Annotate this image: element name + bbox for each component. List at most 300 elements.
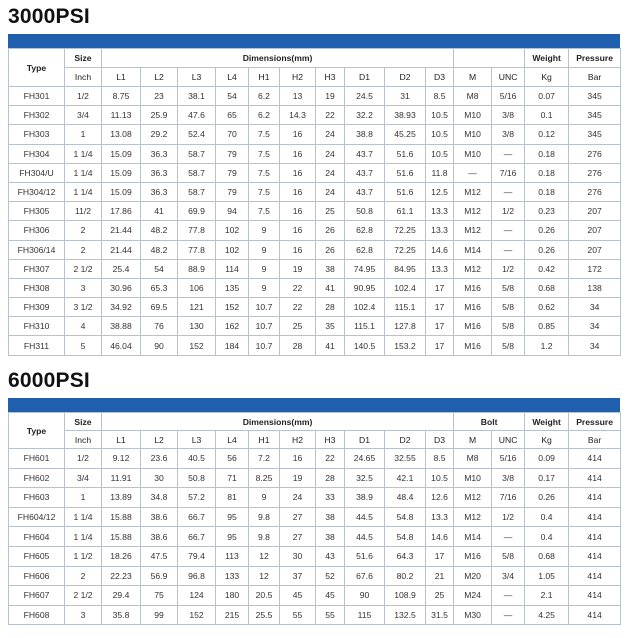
table-cell: FH303 [9, 125, 65, 144]
table-cell: — [492, 527, 525, 547]
table-cell: 95 [216, 527, 249, 547]
table-cell: 414 [569, 586, 621, 606]
table-cell: FH306/14 [9, 240, 65, 259]
table-cell: 9.8 [249, 527, 280, 547]
table-cell: 52 [316, 566, 345, 586]
table-cell: 16 [280, 182, 316, 201]
col-header-weight-unit: Kg [525, 68, 569, 87]
table-cell: 108.9 [385, 586, 426, 606]
col-header-h1: H1 [249, 68, 280, 87]
table-row [9, 586, 621, 606]
col-header-type: Type [9, 49, 65, 87]
table-cell: 115.1 [385, 298, 426, 317]
table-cell: 7/16 [492, 163, 525, 182]
table-cell: 15.09 [102, 182, 141, 201]
table-cell: 62.8 [345, 240, 385, 259]
table-cell: 9 [249, 278, 280, 297]
table-cell: 48.2 [141, 221, 178, 240]
table-cell: 11.8 [426, 163, 454, 182]
table-cell: 12.6 [426, 488, 454, 508]
table-cell: 26 [316, 221, 345, 240]
table-cell: 2.1 [525, 586, 569, 606]
table-cell: 74.95 [345, 259, 385, 278]
table-cell: 10.5 [426, 125, 454, 144]
col-header-d1: D1 [345, 68, 385, 87]
table-cell: 115 [345, 605, 385, 625]
table-cell: 69.9 [178, 202, 216, 221]
table-cell: 0.26 [525, 488, 569, 508]
col-header-l4: L4 [216, 68, 249, 87]
table-row [9, 527, 621, 547]
table-row [9, 336, 621, 355]
table-cell: 17 [426, 317, 454, 336]
table-cell: 72.25 [385, 240, 426, 259]
table-cell: 3 [65, 605, 102, 625]
table-cell: 1 1/4 [65, 163, 102, 182]
table-cell: 38 [316, 527, 345, 547]
table-cell: 0.17 [525, 468, 569, 488]
table-cell: 25.4 [102, 259, 141, 278]
table-cell: 0.26 [525, 240, 569, 259]
table-cell: 37 [280, 566, 316, 586]
table-cell: 102.4 [385, 278, 426, 297]
col-header-type: Type [9, 413, 65, 449]
table-cell: 22.23 [102, 566, 141, 586]
table-cell: 75 [141, 586, 178, 606]
table-cell: 70 [216, 125, 249, 144]
table-cell: 12 [249, 566, 280, 586]
table-body-3000psi [9, 87, 621, 356]
table-cell: 25.5 [249, 605, 280, 625]
table-cell: 24 [316, 182, 345, 201]
col-header-size: Size [65, 413, 102, 431]
col-header-bolt: Bolt [454, 413, 525, 431]
table-cell: 62.8 [345, 221, 385, 240]
table-cell: — [492, 182, 525, 201]
table-cell: 3/8 [492, 468, 525, 488]
table-cell: 2 [65, 566, 102, 586]
section-header-bar [8, 398, 620, 412]
table-cell: 20.5 [249, 586, 280, 606]
col-header-d3: D3 [426, 431, 454, 449]
table-cell: 10.7 [249, 317, 280, 336]
table-cell: 72.25 [385, 221, 426, 240]
table-cell: 207 [569, 240, 621, 259]
table-cell: 6.2 [249, 106, 280, 125]
table-cell: FH606 [9, 566, 65, 586]
table-cell: 66.7 [178, 507, 216, 527]
table-cell: 51.6 [385, 182, 426, 201]
table-cell: 11.13 [102, 106, 141, 125]
table-cell: 52.4 [178, 125, 216, 144]
table-cell: 19 [280, 468, 316, 488]
table-cell: 152 [178, 336, 216, 355]
table-row [9, 259, 621, 278]
col-header-pressure: Pressure [569, 49, 621, 68]
table-cell: 10.7 [249, 298, 280, 317]
table-cell: 8.75 [102, 87, 141, 106]
table-cell: 0.18 [525, 144, 569, 163]
table-cell: 25 [426, 586, 454, 606]
table-cell: 32.55 [385, 449, 426, 469]
table-cell: FH308 [9, 278, 65, 297]
table-cell: M12 [454, 202, 492, 221]
table-cell: 153.2 [385, 336, 426, 355]
table-cell: 414 [569, 527, 621, 547]
table-cell: 127.8 [385, 317, 426, 336]
table-cell: 99 [141, 605, 178, 625]
table-cell: M10 [454, 144, 492, 163]
table-cell: M16 [454, 278, 492, 297]
table-row [9, 546, 621, 566]
table-cell: 124 [178, 586, 216, 606]
table-cell: M16 [454, 317, 492, 336]
table-cell: 66.7 [178, 527, 216, 547]
table-cell: 79 [216, 163, 249, 182]
table-cell: 207 [569, 202, 621, 221]
table-cell: 106 [178, 278, 216, 297]
table-cell: 414 [569, 488, 621, 508]
table-cell: 6.2 [249, 87, 280, 106]
table-cell: 45 [316, 586, 345, 606]
table-cell: 17.86 [102, 202, 141, 221]
col-header-l1: L1 [102, 431, 141, 449]
table-cell: 0.42 [525, 259, 569, 278]
table-cell: 180 [216, 586, 249, 606]
table-cell: M14 [454, 240, 492, 259]
table-row [9, 317, 621, 336]
table-cell: 17 [426, 278, 454, 297]
table-cell: 3/4 [65, 106, 102, 125]
col-header-l2: L2 [141, 68, 178, 87]
table-cell: 0.26 [525, 221, 569, 240]
table-cell: 5/8 [492, 278, 525, 297]
table-cell: 16 [280, 163, 316, 182]
table-cell: 9 [249, 240, 280, 259]
table-cell: 26 [316, 240, 345, 259]
table-cell: 276 [569, 182, 621, 201]
table-cell: 79 [216, 182, 249, 201]
table-row [9, 278, 621, 297]
table-cell: 38 [316, 507, 345, 527]
table-cell: 35 [316, 317, 345, 336]
table-cell: 7/16 [492, 488, 525, 508]
table-cell: 132.5 [385, 605, 426, 625]
col-header-m: M [454, 68, 492, 87]
table-cell: 16 [280, 221, 316, 240]
col-header-unc: UNC [492, 68, 525, 87]
table-cell: 13.3 [426, 202, 454, 221]
table-cell: 172 [569, 259, 621, 278]
table-cell: 414 [569, 605, 621, 625]
table-cell: 57.2 [178, 488, 216, 508]
table-cell: 90.95 [345, 278, 385, 297]
table-cell: M12 [454, 182, 492, 201]
table-cell: 77.8 [178, 221, 216, 240]
col-header-d3: D3 [426, 68, 454, 87]
table-cell: 14.3 [280, 106, 316, 125]
table-cell: 96.8 [178, 566, 216, 586]
table-cell: 24 [316, 125, 345, 144]
table-cell: 0.12 [525, 125, 569, 144]
table-cell: 0.23 [525, 202, 569, 221]
table-cell: 65.3 [141, 278, 178, 297]
table-cell: 51.6 [385, 163, 426, 182]
table-cell: 28 [316, 298, 345, 317]
table-cell: 48.2 [141, 240, 178, 259]
table-cell: 7.5 [249, 144, 280, 163]
table-cell: 414 [569, 449, 621, 469]
table-cell: 102 [216, 221, 249, 240]
table-cell: M16 [454, 546, 492, 566]
table-cell: 7.2 [249, 449, 280, 469]
table-cell: 1 1/2 [65, 546, 102, 566]
table-row [9, 144, 621, 163]
table-cell: 10.5 [426, 468, 454, 488]
table-cell: 1/2 [492, 507, 525, 527]
table-cell: 7.5 [249, 202, 280, 221]
table-cell: 15.09 [102, 144, 141, 163]
table-cell: 67.6 [345, 566, 385, 586]
table-cell: M16 [454, 336, 492, 355]
table-cell: 55 [316, 605, 345, 625]
table-cell: 114 [216, 259, 249, 278]
spec-table-3000psi [8, 48, 621, 356]
table-cell: 34 [569, 317, 621, 336]
col-header-d2: D2 [385, 68, 426, 87]
col-header-l3: L3 [178, 68, 216, 87]
table-cell: 43.7 [345, 144, 385, 163]
table-cell: 27 [280, 527, 316, 547]
table-row [9, 202, 621, 221]
table-cell: 19 [316, 87, 345, 106]
table-cell: 5/8 [492, 317, 525, 336]
table-cell: 24 [280, 488, 316, 508]
table-cell: 0.85 [525, 317, 569, 336]
table-cell: M14 [454, 527, 492, 547]
table-cell: 35.8 [102, 605, 141, 625]
table-cell: 32.5 [345, 468, 385, 488]
table-cell: FH602 [9, 468, 65, 488]
table-cell: 33 [316, 488, 345, 508]
table-cell: 24.65 [345, 449, 385, 469]
table-cell: 1 1/4 [65, 144, 102, 163]
table-cell: 10.5 [426, 106, 454, 125]
table-cell: 24 [316, 163, 345, 182]
table-row [9, 221, 621, 240]
table-cell: 3 1/2 [65, 298, 102, 317]
table-cell: 0.18 [525, 182, 569, 201]
table-cell: 13.08 [102, 125, 141, 144]
col-header-pressure-unit: Bar [569, 68, 621, 87]
table-cell: M16 [454, 298, 492, 317]
table-cell: 5/8 [492, 336, 525, 355]
table-cell: 22 [280, 298, 316, 317]
table-cell: 28 [316, 468, 345, 488]
table-cell: 42.1 [385, 468, 426, 488]
table-cell: 11.91 [102, 468, 141, 488]
table-cell: 48.4 [385, 488, 426, 508]
table-cell: 30 [280, 546, 316, 566]
table-cell: FH607 [9, 586, 65, 606]
table-cell: 1 1/4 [65, 182, 102, 201]
table-cell: 58.7 [178, 163, 216, 182]
table-cell: 276 [569, 163, 621, 182]
table-cell: FH304/U [9, 163, 65, 182]
table-cell: 23 [141, 87, 178, 106]
table-cell: 16 [280, 125, 316, 144]
col-header-dimensions: Dimensions(mm) [102, 49, 454, 68]
table-cell: 50.8 [345, 202, 385, 221]
table-cell: 102 [216, 240, 249, 259]
table-cell: 16 [280, 202, 316, 221]
table-cell: 64.3 [385, 546, 426, 566]
table-row [9, 507, 621, 527]
table-cell: 58.7 [178, 182, 216, 201]
table-cell: 31 [385, 87, 426, 106]
table-cell: 11/2 [65, 202, 102, 221]
table-cell: — [492, 144, 525, 163]
table-cell: FH304 [9, 144, 65, 163]
table-cell: 51.6 [345, 546, 385, 566]
table-cell: 10.5 [426, 144, 454, 163]
table-cell: 1 1/4 [65, 507, 102, 527]
table-cell: 90 [345, 586, 385, 606]
table-cell: M10 [454, 468, 492, 488]
table-cell: 44.5 [345, 507, 385, 527]
table-cell: 43.7 [345, 182, 385, 201]
table-cell: 22 [316, 106, 345, 125]
table-cell: 135 [216, 278, 249, 297]
table-cell: FH301 [9, 87, 65, 106]
table-cell: 41 [316, 336, 345, 355]
table-cell: FH304/12 [9, 182, 65, 201]
table-cell: 38.9 [345, 488, 385, 508]
table-cell: 215 [216, 605, 249, 625]
table-cell: 345 [569, 125, 621, 144]
table-cell: 51.6 [385, 144, 426, 163]
table-cell: 77.8 [178, 240, 216, 259]
table-cell: 38.88 [102, 317, 141, 336]
col-header-l3: L3 [178, 431, 216, 449]
table-cell: 56.9 [141, 566, 178, 586]
table-cell: 22 [280, 278, 316, 297]
table-cell: 0.68 [525, 546, 569, 566]
table-cell: 25 [280, 317, 316, 336]
table-cell: 94 [216, 202, 249, 221]
table-cell: 345 [569, 106, 621, 125]
col-header-h3: H3 [316, 68, 345, 87]
table-cell: 5/8 [492, 298, 525, 317]
table-cell: 3/4 [65, 468, 102, 488]
table-cell: 28 [280, 336, 316, 355]
table-cell: 4.25 [525, 605, 569, 625]
table-cell: 9 [249, 259, 280, 278]
table-row [9, 240, 621, 259]
table-cell: FH302 [9, 106, 65, 125]
table-cell: 43 [316, 546, 345, 566]
table-cell: 414 [569, 546, 621, 566]
col-header-pressure: Pressure [569, 413, 621, 431]
table-cell: 25 [316, 202, 345, 221]
table-cell: 69.5 [141, 298, 178, 317]
table-row [9, 488, 621, 508]
table-cell: 38.93 [385, 106, 426, 125]
table-cell: 54 [216, 87, 249, 106]
col-header-pressure-unit: Bar [569, 431, 621, 449]
table-cell: 414 [569, 507, 621, 527]
table-cell: 133 [216, 566, 249, 586]
col-header-l1: L1 [102, 68, 141, 87]
table-cell: FH311 [9, 336, 65, 355]
table-cell: 21.44 [102, 221, 141, 240]
table-cell: 1 [65, 125, 102, 144]
table-cell: 23.6 [141, 449, 178, 469]
table-cell: 113 [216, 546, 249, 566]
table-cell: M20 [454, 566, 492, 586]
col-header-d1: D1 [345, 431, 385, 449]
table-cell: 41 [316, 278, 345, 297]
table-cell: 13.3 [426, 221, 454, 240]
table-cell: 9.8 [249, 507, 280, 527]
col-header-h2: H2 [280, 68, 316, 87]
table-row [9, 298, 621, 317]
table-cell: 58.7 [178, 144, 216, 163]
table-cell: 36.3 [141, 144, 178, 163]
table-cell: 79.4 [178, 546, 216, 566]
table-cell: 184 [216, 336, 249, 355]
table-cell: 4 [65, 317, 102, 336]
table-cell: FH309 [9, 298, 65, 317]
table-cell: 34.8 [141, 488, 178, 508]
table-cell: 38.8 [345, 125, 385, 144]
col-header-weight: Weight [525, 49, 569, 68]
table-cell: 30.96 [102, 278, 141, 297]
table-cell: 5 [65, 336, 102, 355]
spec-table-6000psi [8, 412, 621, 625]
table-cell: M10 [454, 106, 492, 125]
table-cell: 3/8 [492, 106, 525, 125]
table-row [9, 182, 621, 201]
table-cell: 345 [569, 87, 621, 106]
table-cell: 76 [141, 317, 178, 336]
table-cell: 54 [141, 259, 178, 278]
table-cell: 130 [178, 317, 216, 336]
table-cell: M24 [454, 586, 492, 606]
table-cell: M8 [454, 87, 492, 106]
col-header-h2: H2 [280, 431, 316, 449]
table-cell: FH604 [9, 527, 65, 547]
table-cell: 95 [216, 507, 249, 527]
table-cell: 115.1 [345, 317, 385, 336]
table-cell: 19 [280, 259, 316, 278]
col-header-dimensions: Dimensions(mm) [102, 413, 454, 431]
table-cell: 13 [280, 87, 316, 106]
table-body-6000psi [9, 449, 621, 625]
table-cell: — [492, 586, 525, 606]
table-cell: 7.5 [249, 163, 280, 182]
table-cell: 44.5 [345, 527, 385, 547]
table-cell: 1/2 [65, 449, 102, 469]
table-cell: 81 [216, 488, 249, 508]
table-cell: 15.88 [102, 507, 141, 527]
table-cell: 54.8 [385, 507, 426, 527]
table-cell: M10 [454, 125, 492, 144]
table-cell: 0.09 [525, 449, 569, 469]
table-cell: 9 [249, 488, 280, 508]
table-cell: 414 [569, 566, 621, 586]
table-cell: 8.5 [426, 87, 454, 106]
